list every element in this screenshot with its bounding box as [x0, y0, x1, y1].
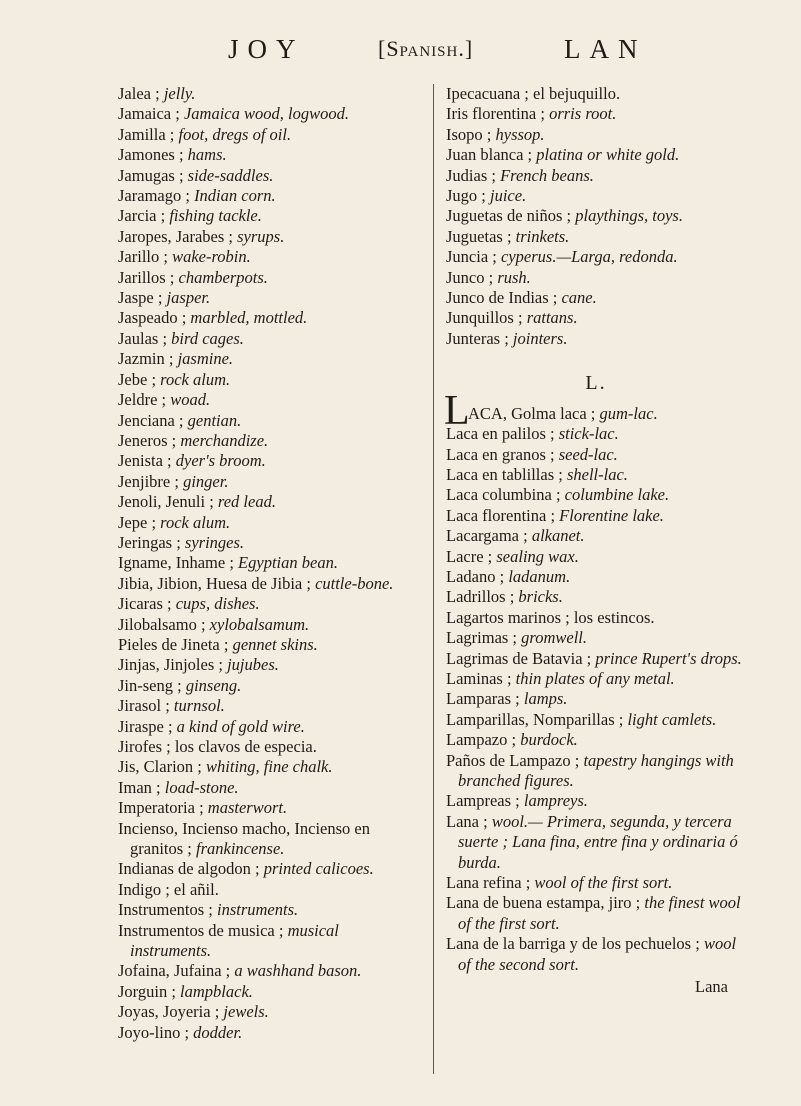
entry-english: wool of the second sort. — [458, 934, 737, 974]
entry-spanish: Lacre ; — [446, 546, 493, 566]
entry-english: the finest wool of the first sort. — [458, 893, 741, 933]
list-item — [118, 1023, 424, 1043]
entry-spanish: Jamilla ; — [118, 124, 175, 144]
entry-spanish: Jorguin ; — [118, 981, 176, 1001]
entry-spanish: Jeneros ; — [118, 430, 177, 450]
list-item — [446, 247, 746, 267]
entry-spanish: Pieles de Jineta ; — [118, 634, 229, 654]
entry-english: xylobalsamum. — [209, 614, 310, 634]
entry-spanish: Jirofes ; los clavos de especia. — [118, 737, 317, 756]
entry-english: rush. — [497, 267, 531, 287]
entry-spanish: Jepe ; — [118, 512, 157, 532]
list-item — [446, 812, 746, 873]
entry-spanish: Juncia ; — [446, 247, 497, 267]
list-item — [118, 574, 424, 594]
entry-english: lamps. — [523, 689, 568, 709]
list-item — [118, 268, 424, 288]
entry-spanish: Junquillos ; — [446, 308, 523, 328]
list-item — [118, 288, 424, 308]
header-right: LAN — [564, 34, 647, 64]
list-item — [118, 166, 424, 186]
drop-cap-letter: L — [444, 387, 470, 434]
list-item — [446, 485, 746, 505]
list-item — [118, 696, 424, 716]
entry-english: jasper. — [166, 288, 211, 308]
entry-english: whiting, fine chalk. — [206, 757, 333, 777]
entry-spanish: Jilobalsamo ; — [118, 614, 206, 634]
entry-spanish: Jenoli, Jenuli ; — [118, 492, 214, 512]
list-item — [118, 717, 424, 737]
entry-english: hams. — [187, 145, 227, 165]
list-item — [446, 526, 746, 546]
entry-english: rock alum. — [160, 512, 231, 532]
entry-english: syringes. — [184, 532, 245, 552]
entry-spanish: Jaramago ; — [118, 186, 190, 206]
section-heading-l: L. — [585, 372, 607, 395]
entry-spanish: Jeldre ; — [118, 390, 167, 410]
list-item — [446, 104, 746, 124]
entry-english: cyperus.—Larga, redonda. — [501, 247, 678, 267]
list-item — [118, 778, 424, 798]
entry-english: side-saddles. — [187, 165, 274, 185]
entry-spanish: Isopo ; — [446, 124, 492, 144]
entry-english: gromwell. — [521, 628, 588, 648]
list-item — [118, 125, 424, 145]
list-item — [118, 880, 424, 900]
header-left: JOY — [228, 34, 305, 64]
entry-english: frankincense. — [196, 839, 285, 859]
entry-spanish: Paños de Lampazo ; — [446, 750, 580, 770]
entry-english: cane. — [561, 288, 597, 308]
entry-spanish: Jinjas, Jinjoles ; — [118, 655, 223, 675]
entry-english: a washhand bason. — [234, 961, 362, 981]
entry-english: tapestry hangings with branched figures. — [458, 750, 734, 790]
entry-english: masterwort. — [207, 798, 288, 818]
entry-spanish: Laminas ; — [446, 668, 512, 688]
list-item — [446, 751, 746, 792]
list-item — [446, 445, 746, 465]
list-item — [446, 186, 746, 206]
entry-spanish: Jamones ; — [118, 145, 184, 165]
entry-spanish: Lampazo ; — [446, 730, 517, 750]
list-item — [118, 961, 424, 981]
entry-english: Indian corn. — [194, 186, 276, 206]
list-item — [446, 308, 746, 328]
entry-spanish: Jicaras ; — [118, 594, 172, 614]
entry-spanish: Jenjibre ; — [118, 471, 179, 491]
list-item — [118, 655, 424, 675]
list-item — [118, 329, 424, 349]
entry-english: platina or white gold. — [536, 145, 680, 165]
list-item — [446, 227, 746, 247]
entry-english: hyssop. — [495, 124, 545, 144]
list-item — [446, 873, 746, 893]
list-item — [118, 553, 424, 573]
list-item — [118, 206, 424, 226]
entry-spanish: Jirasol ; — [118, 696, 170, 716]
entry-spanish: Jis, Clarion ; — [118, 757, 202, 777]
header-middle: [Spanish.] — [378, 36, 474, 61]
entry-spanish: Lana de buena estampa, jiro ; — [446, 893, 641, 913]
entry-english: Egyptian bean. — [238, 553, 338, 573]
entry-spanish: Laca columbina ; — [446, 485, 561, 505]
entry-english: foot, dregs of oil. — [178, 124, 292, 144]
entry-english: fishing tackle. — [169, 206, 262, 226]
entry-english: thin plates of any metal. — [515, 668, 675, 688]
entry-english: instruments. — [217, 900, 299, 920]
entry-spanish: ACA, Golma laca ; — [468, 403, 596, 423]
list-item — [118, 370, 424, 390]
entry-english: dodder. — [193, 1022, 243, 1042]
right-column-entries-j — [446, 84, 746, 349]
entry-spanish: Indigo ; el añil. — [118, 879, 219, 899]
entry-english: lampreys. — [523, 791, 588, 811]
entry-english: sealing wax. — [496, 546, 579, 566]
list-item — [118, 451, 424, 471]
list-item — [118, 900, 424, 920]
list-item — [118, 982, 424, 1002]
entry-english: syrups. — [237, 226, 285, 246]
entry-spanish: Jazmin ; — [118, 349, 174, 369]
list-item — [118, 798, 424, 818]
entry-spanish: Jaspeado ; — [118, 308, 187, 328]
entry-english: shell-lac. — [566, 464, 628, 484]
entry-spanish: Judias ; — [446, 165, 496, 185]
entry-spanish: Junco de Indias ; — [446, 288, 558, 308]
entry-spanish: Juan blanca ; — [446, 145, 533, 165]
list-item — [118, 349, 424, 369]
list-item — [118, 308, 424, 328]
entry-english: wool of the first sort. — [534, 873, 673, 893]
entry-spanish: Instrumentos de musica ; — [118, 920, 284, 940]
entry-spanish: Lana de la barriga y de los pechuelos ; — [446, 934, 700, 954]
entry-english: prince Rupert's drops. — [595, 648, 742, 668]
entry-spanish: Indianas de algodon ; — [118, 859, 260, 879]
list-item — [118, 104, 424, 124]
entry-english: chamberpots. — [178, 267, 268, 287]
list-item — [446, 424, 746, 444]
entry-english: jelly. — [163, 84, 196, 103]
list-item — [118, 921, 424, 962]
list-item — [446, 649, 746, 669]
entry-english: Florentine lake. — [559, 505, 664, 525]
list-item — [118, 390, 424, 410]
entry-english: marbled, mottled. — [190, 308, 308, 328]
entry-spanish: Juguetas ; — [446, 226, 512, 246]
list-item — [118, 676, 424, 696]
entry-spanish: Ipecacuana ; el bejuquillo. — [446, 84, 621, 103]
entry-spanish: Jenciana ; — [118, 410, 184, 430]
entry-spanish: Jaspe ; — [118, 288, 163, 308]
entry-spanish: Imperatoria ; — [118, 798, 204, 818]
entry-english: wool.— Primera, segunda, y tercera suerte ; Lana fina, entre fina y ordinaria ó burda. — [458, 811, 738, 872]
list-item — [118, 186, 424, 206]
entry-english: gentian. — [187, 410, 242, 430]
entry-spanish: Iman ; — [118, 777, 161, 797]
list-item — [446, 206, 746, 226]
list-item — [446, 125, 746, 145]
entry-english: printed calicoes. — [263, 859, 374, 879]
list-item — [118, 635, 424, 655]
entry-spanish: Jugo ; — [446, 186, 486, 206]
entry-english: juice. — [490, 186, 527, 206]
entry-spanish: Ladrillos ; — [446, 587, 515, 607]
entry-spanish: Jaulas ; — [118, 328, 168, 348]
entry-english: jointers. — [512, 328, 568, 348]
entry-spanish: Junteras ; — [446, 328, 509, 348]
entry-spanish: Instrumentos ; — [118, 900, 213, 920]
list-item — [446, 710, 746, 730]
entry-english: wake-robin. — [172, 247, 251, 267]
entry-spanish: Laca en palilos ; — [446, 424, 555, 444]
list-item — [118, 533, 424, 553]
entry-english: ladanum. — [508, 566, 571, 586]
entry-english: turnsol. — [173, 696, 225, 716]
list-item — [118, 145, 424, 165]
entry-spanish: Lagrimas ; — [446, 628, 518, 648]
entry-english: alkanet. — [531, 526, 585, 546]
running-header — [0, 34, 801, 74]
list-item — [118, 859, 424, 879]
list-item — [446, 587, 746, 607]
list-item — [118, 819, 424, 860]
list-item — [446, 669, 746, 689]
entry-english: lampblack. — [180, 981, 253, 1001]
entry-spanish: Jarillos ; — [118, 267, 175, 287]
entry-spanish: Jebe ; — [118, 369, 157, 389]
entry-spanish: Jamugas ; — [118, 165, 184, 185]
entry-spanish: Laca en granos ; — [446, 444, 555, 464]
entry-english: ginger. — [183, 471, 229, 491]
right-column — [446, 84, 746, 997]
entry-spanish: Jarillo ; — [118, 247, 168, 267]
entry-spanish: Laca florentina ; — [446, 505, 556, 525]
list-item — [118, 247, 424, 267]
entry-spanish: Juguetas de niños ; — [446, 206, 572, 226]
list-item — [446, 934, 746, 975]
entry-spanish: Jibia, Jibion, Huesa de Jibia ; — [118, 573, 311, 593]
list-item — [118, 431, 424, 451]
list-item — [446, 730, 746, 750]
entry-spanish: Jaropes, Jarabes ; — [118, 226, 234, 246]
list-item — [118, 594, 424, 614]
entry-spanish: Junco ; — [446, 267, 494, 287]
entry-spanish: Jeringas ; — [118, 532, 181, 552]
entry-english: dyer's broom. — [175, 451, 266, 471]
entry-spanish: Joyo-lino ; — [118, 1022, 190, 1042]
entry-spanish: Jalea ; — [118, 84, 160, 103]
entry-spanish: Lamparas ; — [446, 689, 520, 709]
entry-english: jasmine. — [177, 349, 234, 369]
list-item — [118, 227, 424, 247]
list-item — [446, 628, 746, 648]
right-column-entries-l — [446, 424, 746, 975]
entry-english: seed-lac. — [558, 444, 618, 464]
entry-english: orris root. — [549, 104, 617, 124]
list-item — [446, 329, 746, 349]
column-divider — [433, 84, 434, 1074]
list-item — [446, 567, 746, 587]
entry-spanish: Jiraspe ; — [118, 716, 173, 736]
entry-english: burdock. — [520, 730, 578, 750]
list-item — [446, 166, 746, 186]
entry-english: cups, dishes. — [175, 594, 260, 614]
entry-spanish: Laca en tablillas ; — [446, 464, 563, 484]
entry-english: gum-lac. — [599, 403, 658, 423]
entry-english: Jamaica wood, logwood. — [183, 104, 349, 124]
list-item — [118, 1002, 424, 1022]
list-item — [446, 791, 746, 811]
left-column — [118, 84, 424, 1043]
entry-spanish: Jarcia ; — [118, 206, 166, 226]
entry-english: jewels. — [223, 1002, 269, 1022]
list-item — [446, 268, 746, 288]
entry-english: red lead. — [217, 492, 276, 512]
entry-spanish: Lamparillas, Nomparillas ; — [446, 709, 624, 729]
entry-english: columbine lake. — [564, 485, 670, 505]
entry-english: merchandize. — [180, 430, 269, 450]
list-item — [446, 547, 746, 567]
entry-spanish: Incienso, Incienso macho, Incienso en granitos ; — [118, 818, 370, 859]
list-item — [446, 145, 746, 165]
entry-english: stick-lac. — [558, 424, 619, 444]
entry-english: rock alum. — [160, 369, 231, 389]
entry-spanish: Joyas, Joyeria ; — [118, 1002, 220, 1022]
list-item — [118, 411, 424, 431]
list-item — [446, 288, 746, 308]
entry-spanish: Lacargama ; — [446, 526, 528, 546]
list-item — [446, 465, 746, 485]
entry-english: woad. — [170, 390, 211, 410]
entry-spanish: Iris florentina ; — [446, 104, 545, 124]
entry-english: load-stone. — [164, 777, 239, 797]
list-item — [446, 893, 746, 934]
entry-spanish: Igname, Inhame ; — [118, 553, 234, 573]
entry-spanish: Ladano ; — [446, 566, 505, 586]
entry-spanish: Lagrimas de Batavia ; — [446, 648, 592, 668]
entry-english: playthings, toys. — [575, 206, 683, 226]
entry-spanish: Lagartos marinos ; los estincos. — [446, 607, 655, 627]
entry-spanish: Jofaina, Jufaina ; — [118, 961, 231, 981]
entry-english: jujubes. — [227, 655, 279, 675]
list-item — [446, 84, 746, 104]
list-item — [118, 492, 424, 512]
entry-spanish: Jamaica ; — [118, 104, 180, 124]
list-item — [446, 506, 746, 526]
entry-english: a kind of gold wire. — [176, 716, 305, 736]
list-item — [446, 689, 746, 709]
entry-english: cuttle-bone. — [315, 573, 394, 593]
list-item — [446, 608, 746, 628]
entry-english: light camlets. — [627, 709, 717, 729]
entry-english: bird cages. — [171, 328, 244, 348]
catchword: Lana — [695, 977, 728, 997]
list-item — [118, 737, 424, 757]
entry-spanish: Lampreas ; — [446, 791, 520, 811]
list-item — [118, 472, 424, 492]
entry-spanish: Lana refina ; — [446, 873, 531, 893]
entry-english: musical instruments. — [130, 920, 339, 961]
entry-english: trinkets. — [515, 226, 570, 246]
list-item — [118, 84, 424, 104]
entry-english: bricks. — [518, 587, 563, 607]
entry-spanish: Jenista ; — [118, 451, 172, 471]
entry-english: ginseng. — [185, 675, 242, 695]
entry-spanish: Jin-seng ; — [118, 675, 182, 695]
list-item — [118, 513, 424, 533]
entry-english: rattans. — [526, 308, 578, 328]
list-item — [118, 615, 424, 635]
entry-english: gennet skins. — [232, 634, 318, 654]
entry-spanish: Lana ; — [446, 811, 488, 831]
entry-english: French beans. — [500, 165, 594, 185]
list-item — [118, 757, 424, 777]
